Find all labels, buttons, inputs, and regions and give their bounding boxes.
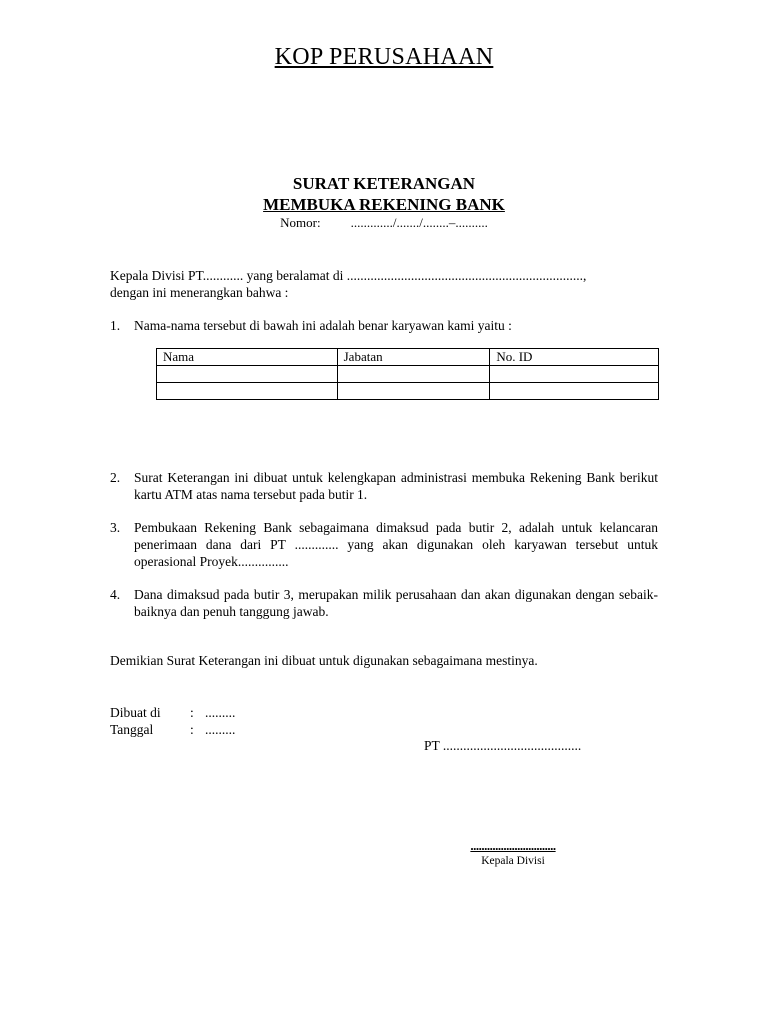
table-header-row [157, 349, 659, 366]
company-name-line: PT ......................................... [424, 738, 582, 753]
list-item-number: 3. [110, 520, 121, 535]
document-subtitle: MEMBUKA REKENING BANK [263, 195, 505, 214]
list-item-number: 4. [110, 587, 121, 602]
table-cell[interactable] [490, 366, 659, 383]
list-item-number: 1. [110, 318, 121, 333]
table-cell[interactable] [490, 383, 659, 400]
signatory-role: Kepala Divisi [481, 855, 545, 867]
column-header-nama: Nama [157, 349, 338, 366]
nomor-label: Nomor: [280, 215, 321, 230]
document-number [0, 215, 768, 231]
list-item-number: 2. [110, 470, 121, 485]
table-row [157, 383, 659, 400]
table-cell[interactable] [337, 383, 490, 400]
intro-paragraph [110, 267, 660, 301]
table-row [157, 366, 659, 383]
closing-paragraph: Demikian Surat Keterangan ini dibuat untuk digunakan sebagaimana mestinya. [110, 653, 538, 668]
intro-line-1: Kepala Divisi PT............ yang beralamat di ......................................................................, [110, 268, 587, 283]
list-item-text: Pembukaan Rekening Bank sebagaimana dimaksud pada butir 2, adalah untuk kelancaran penerimaan dana dari PT ............. yang akan digunakan oleh karyawan tersebut untuk operasional Proyek............... [134, 520, 658, 569]
tanggal-label: Tanggal [110, 722, 154, 737]
intro-line-2: dengan ini menerangkan bahwa : [110, 285, 289, 300]
nomor-value: ............./......./........–.......... [350, 215, 488, 230]
table-cell[interactable] [157, 366, 338, 383]
column-header-jabatan: Jabatan [337, 349, 490, 366]
table-cell[interactable] [157, 383, 338, 400]
dibuat-di-label: Dibuat di [110, 705, 161, 720]
tanggal-value: ......... [205, 722, 236, 737]
dibuat-di-value: ......... [205, 705, 236, 720]
list-item-text: Nama-nama tersebut di bawah ini adalah benar karyawan kami yaitu : [134, 318, 512, 333]
column-header-no-id: No. ID [490, 349, 659, 366]
signature-line: ............................... [470, 838, 556, 853]
dibuat-di-colon: : [190, 705, 194, 720]
list-item-text: Surat Keterangan ini dibuat untuk kelengkapan administrasi membuka Rekening Bank berikut kartu ATM atas nama tersebut pada butir 1. [134, 470, 658, 502]
table-cell[interactable] [337, 366, 490, 383]
employee-table [156, 348, 659, 400]
tanggal-colon: : [190, 722, 194, 737]
document-title: SURAT KETERANGAN [292, 174, 476, 193]
list-item-text: Dana dimaksud pada butir 3, merupakan milik perusahaan dan akan digunakan dengan sebaik-baiknya dan penuh tanggung jawab. [134, 587, 658, 619]
letterhead-title: KOP PERUSAHAAN [274, 44, 494, 70]
